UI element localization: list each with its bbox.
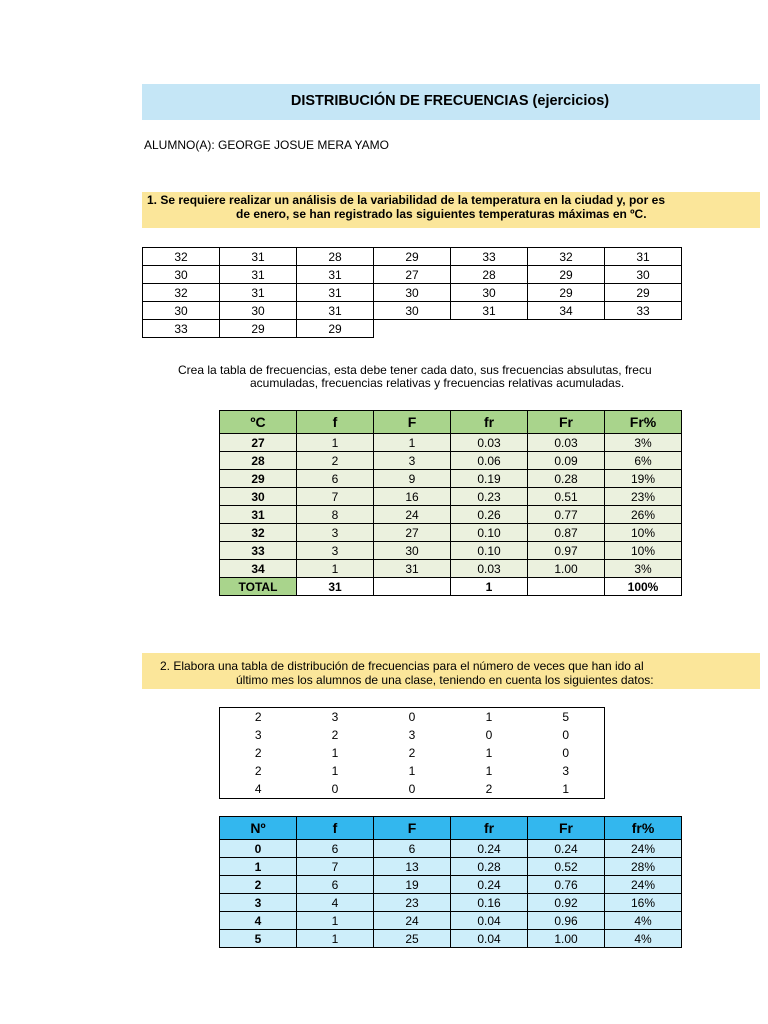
table-cell: 3 bbox=[374, 452, 451, 470]
table-cell: 1 bbox=[297, 912, 374, 930]
data-cell: 32 bbox=[528, 248, 605, 266]
table-row bbox=[220, 434, 682, 452]
table-row bbox=[220, 930, 682, 948]
data-cell: 34 bbox=[528, 302, 605, 320]
exercise1-line1: 1. Se requiere realizar un análisis de la variabilidad de la temperatura en la ciudad y, por es bbox=[147, 193, 665, 207]
table-cell: 24 bbox=[374, 912, 451, 930]
empty-cell bbox=[374, 320, 451, 338]
data-cell: 28 bbox=[451, 266, 528, 284]
table-cell: 23% bbox=[605, 488, 682, 506]
table-cell: 24 bbox=[374, 506, 451, 524]
total-cell: 1 bbox=[451, 578, 528, 596]
table-cell: 0.04 bbox=[451, 930, 528, 948]
table-cell: 3% bbox=[605, 434, 682, 452]
data-cell: 29 bbox=[605, 284, 682, 302]
table-cell: 0.24 bbox=[528, 840, 605, 858]
column-header: f bbox=[297, 411, 374, 434]
table-cell: 8 bbox=[297, 506, 374, 524]
table-row bbox=[220, 762, 605, 780]
data-cell: 33 bbox=[451, 248, 528, 266]
student-name: ALUMNO(A): GEORGE JOSUE MERA YAMO bbox=[144, 138, 389, 152]
data-cell: 2 bbox=[331, 728, 339, 742]
data-cell: 3 bbox=[408, 728, 416, 742]
table-cell: 0.24 bbox=[451, 876, 528, 894]
total-cell bbox=[374, 578, 451, 596]
table-header-row bbox=[220, 411, 682, 434]
table-cell: 0.51 bbox=[528, 488, 605, 506]
table-cell: 4 bbox=[220, 912, 297, 930]
column-header: ºC bbox=[220, 411, 297, 434]
exercise2-frequency-table bbox=[219, 816, 682, 948]
table-cell: 1 bbox=[297, 434, 374, 452]
table-cell: 28% bbox=[605, 858, 682, 876]
table-cell: 0.28 bbox=[528, 470, 605, 488]
data-cell: 31 bbox=[605, 248, 682, 266]
total-row bbox=[220, 578, 682, 596]
data-cell: 31 bbox=[220, 248, 297, 266]
table-row bbox=[220, 470, 682, 488]
column-header: Fr% bbox=[605, 411, 682, 434]
table-header-row bbox=[220, 817, 682, 840]
table-cell: 0.10 bbox=[451, 542, 528, 560]
column-header: Fr bbox=[528, 411, 605, 434]
table-cell: 19% bbox=[605, 470, 682, 488]
data-cell: 31 bbox=[297, 284, 374, 302]
table-cell: 6 bbox=[374, 840, 451, 858]
table-cell: 0.26 bbox=[451, 506, 528, 524]
empty-cell bbox=[605, 320, 682, 338]
table-cell: 10% bbox=[605, 542, 682, 560]
table-cell: 0.92 bbox=[528, 894, 605, 912]
data-cell: 29 bbox=[374, 248, 451, 266]
total-cell bbox=[528, 578, 605, 596]
data-cell: 1 bbox=[408, 764, 416, 778]
table-row bbox=[143, 248, 682, 266]
table-cell: 9 bbox=[374, 470, 451, 488]
data-cell: 1 bbox=[485, 746, 493, 760]
data-cell: 31 bbox=[297, 302, 374, 320]
exercise2-line1: 2. Elabora una tabla de distribución de frecuencias para el número de veces que han ido al bbox=[160, 659, 644, 673]
table-row bbox=[220, 452, 682, 470]
table-cell: 0.10 bbox=[451, 524, 528, 542]
table-cell: 24% bbox=[605, 840, 682, 858]
table-row bbox=[220, 542, 682, 560]
data-cell: 30 bbox=[374, 284, 451, 302]
table-row bbox=[143, 302, 682, 320]
table-cell: 0.03 bbox=[528, 434, 605, 452]
data-cell: 2 bbox=[254, 710, 262, 724]
table-cell: 16 bbox=[374, 488, 451, 506]
table-cell: 3 bbox=[297, 542, 374, 560]
table-cell: 6 bbox=[297, 840, 374, 858]
table-cell: 1 bbox=[297, 560, 374, 578]
table-row bbox=[220, 744, 605, 762]
table-cell: 4% bbox=[605, 912, 682, 930]
empty-cell bbox=[451, 320, 528, 338]
data-cell: 30 bbox=[451, 284, 528, 302]
page-title: DISTRIBUCIÓN DE FRECUENCIAS (ejercicios) bbox=[290, 93, 610, 109]
table-cell: 1 bbox=[220, 858, 297, 876]
table-row bbox=[220, 780, 605, 799]
data-cell: 32 bbox=[143, 284, 220, 302]
table-cell: 6 bbox=[297, 470, 374, 488]
table-cell: 7 bbox=[297, 488, 374, 506]
table-row bbox=[220, 524, 682, 542]
data-cell: 30 bbox=[374, 302, 451, 320]
table-cell: 2 bbox=[297, 452, 374, 470]
table-row bbox=[220, 912, 682, 930]
table-row bbox=[220, 726, 605, 744]
table-cell: 31 bbox=[220, 506, 297, 524]
table-cell: 0.04 bbox=[451, 912, 528, 930]
table-cell: 19 bbox=[374, 876, 451, 894]
table-row bbox=[220, 876, 682, 894]
table-cell: 0.03 bbox=[451, 434, 528, 452]
exercise1-instruction-line1: Crea la tabla de frecuencias, esta debe tener cada dato, sus frecuencias absulutas, frecu bbox=[178, 363, 652, 377]
data-cell: 31 bbox=[451, 302, 528, 320]
table-cell: 1 bbox=[297, 930, 374, 948]
table-cell: 30 bbox=[220, 488, 297, 506]
data-cell: 1 bbox=[331, 764, 339, 778]
exercise1-instruction-line2: acumuladas, frecuencias relativas y frecuencias relativas acumuladas. bbox=[250, 376, 625, 390]
column-header: f bbox=[297, 817, 374, 840]
data-cell: 30 bbox=[220, 302, 297, 320]
table-cell: 10% bbox=[605, 524, 682, 542]
table-cell: 0.87 bbox=[528, 524, 605, 542]
table-cell: 16% bbox=[605, 894, 682, 912]
exercise2-data-grid bbox=[219, 707, 605, 799]
data-cell: 0 bbox=[562, 746, 570, 760]
table-cell: 0.76 bbox=[528, 876, 605, 894]
exercise1-line2: de enero, se han registrado las siguientes temperaturas máximas en ºC. bbox=[236, 207, 647, 221]
data-cell: 33 bbox=[605, 302, 682, 320]
column-header: fr% bbox=[605, 817, 682, 840]
data-cell: 31 bbox=[297, 266, 374, 284]
table-cell: 0.96 bbox=[528, 912, 605, 930]
column-header: fr bbox=[451, 411, 528, 434]
data-cell: 29 bbox=[528, 284, 605, 302]
data-cell: 29 bbox=[297, 320, 374, 338]
table-cell: 0 bbox=[220, 840, 297, 858]
table-cell: 1.00 bbox=[528, 930, 605, 948]
data-cell: 2 bbox=[485, 782, 493, 796]
empty-cell bbox=[528, 320, 605, 338]
data-cell: 30 bbox=[143, 266, 220, 284]
data-cell: 1 bbox=[331, 746, 339, 760]
data-cell: 2 bbox=[408, 746, 416, 760]
table-cell: 1 bbox=[374, 434, 451, 452]
table-cell: 1.00 bbox=[528, 560, 605, 578]
data-cell: 2 bbox=[254, 746, 262, 760]
exercise2-line2: último mes los alumnos de una clase, teniendo en cuenta los siguientes datos: bbox=[236, 673, 654, 687]
data-cell: 30 bbox=[143, 302, 220, 320]
table-cell: 27 bbox=[374, 524, 451, 542]
table-cell: 7 bbox=[297, 858, 374, 876]
table-cell: 5 bbox=[220, 930, 297, 948]
table-cell: 28 bbox=[220, 452, 297, 470]
table-cell: 0.28 bbox=[451, 858, 528, 876]
table-cell: 13 bbox=[374, 858, 451, 876]
table-row bbox=[220, 708, 605, 727]
table-cell: 30 bbox=[374, 542, 451, 560]
data-cell: 1 bbox=[562, 782, 570, 796]
data-cell: 0 bbox=[408, 782, 416, 796]
data-cell: 31 bbox=[220, 284, 297, 302]
data-cell: 0 bbox=[485, 728, 493, 742]
table-cell: 0.06 bbox=[451, 452, 528, 470]
data-cell: 32 bbox=[143, 248, 220, 266]
data-cell: 4 bbox=[254, 782, 262, 796]
table-row bbox=[220, 560, 682, 578]
table-cell: 6 bbox=[297, 876, 374, 894]
table-cell: 0.24 bbox=[451, 840, 528, 858]
table-cell: 24% bbox=[605, 876, 682, 894]
table-cell: 32 bbox=[220, 524, 297, 542]
data-cell: 29 bbox=[220, 320, 297, 338]
exercise1-frequency-table bbox=[219, 410, 682, 596]
table-cell: 33 bbox=[220, 542, 297, 560]
table-cell: 26% bbox=[605, 506, 682, 524]
table-cell: 0.16 bbox=[451, 894, 528, 912]
table-row bbox=[220, 858, 682, 876]
data-cell: 33 bbox=[143, 320, 220, 338]
table-cell: 31 bbox=[374, 560, 451, 578]
data-cell: 30 bbox=[605, 266, 682, 284]
data-cell: 2 bbox=[254, 764, 262, 778]
table-cell: 0.03 bbox=[451, 560, 528, 578]
total-cell: TOTAL bbox=[220, 578, 297, 596]
table-cell: 0.77 bbox=[528, 506, 605, 524]
table-row bbox=[220, 506, 682, 524]
data-cell: 31 bbox=[220, 266, 297, 284]
data-cell: 3 bbox=[562, 764, 570, 778]
column-header: F bbox=[374, 411, 451, 434]
data-cell: 5 bbox=[562, 710, 570, 724]
data-cell: 0 bbox=[331, 782, 339, 796]
total-cell: 31 bbox=[297, 578, 374, 596]
table-cell: 4% bbox=[605, 930, 682, 948]
table-row bbox=[143, 284, 682, 302]
column-header: fr bbox=[451, 817, 528, 840]
column-header: Fr bbox=[528, 817, 605, 840]
table-row bbox=[220, 840, 682, 858]
table-cell: 34 bbox=[220, 560, 297, 578]
table-cell: 3% bbox=[605, 560, 682, 578]
table-cell: 27 bbox=[220, 434, 297, 452]
table-cell: 0.19 bbox=[451, 470, 528, 488]
table-cell: 0.97 bbox=[528, 542, 605, 560]
table-cell: 0.09 bbox=[528, 452, 605, 470]
table-cell: 23 bbox=[374, 894, 451, 912]
column-header: Nº bbox=[220, 817, 297, 840]
table-cell: 4 bbox=[297, 894, 374, 912]
data-cell: 3 bbox=[254, 728, 262, 742]
data-cell: 0 bbox=[562, 728, 570, 742]
data-cell: 1 bbox=[485, 764, 493, 778]
table-row bbox=[143, 266, 682, 284]
data-cell: 27 bbox=[374, 266, 451, 284]
table-cell: 29 bbox=[220, 470, 297, 488]
data-cell: 3 bbox=[331, 710, 339, 724]
table-row bbox=[220, 488, 682, 506]
column-header: F bbox=[374, 817, 451, 840]
data-cell: 28 bbox=[297, 248, 374, 266]
table-cell: 0.23 bbox=[451, 488, 528, 506]
table-row bbox=[143, 320, 682, 338]
table-cell: 2 bbox=[220, 876, 297, 894]
table-cell: 3 bbox=[297, 524, 374, 542]
data-cell: 0 bbox=[408, 710, 416, 724]
table-cell: 6% bbox=[605, 452, 682, 470]
table-row bbox=[220, 894, 682, 912]
table-cell: 25 bbox=[374, 930, 451, 948]
exercise1-data-grid bbox=[142, 247, 682, 338]
total-cell: 100% bbox=[605, 578, 682, 596]
table-cell: 0.52 bbox=[528, 858, 605, 876]
table-cell: 3 bbox=[220, 894, 297, 912]
data-cell: 29 bbox=[528, 266, 605, 284]
data-cell: 1 bbox=[485, 710, 493, 724]
